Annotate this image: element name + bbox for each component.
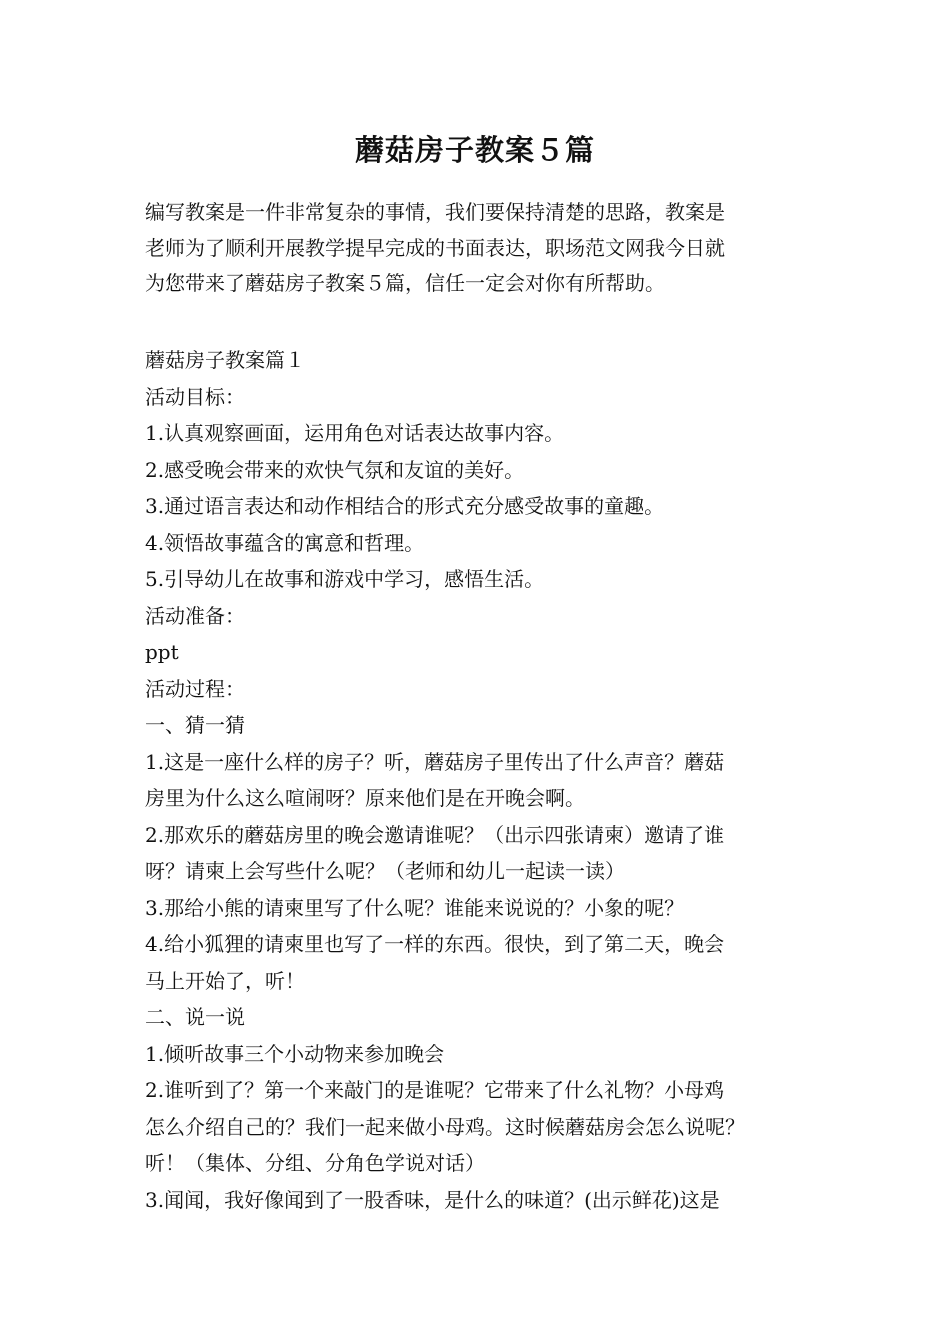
intro-line: 为您带来了蘑菇房子教案５篇，信任一定会对你有所帮助。 [145, 271, 665, 295]
subheading: 活动过程： [145, 676, 245, 701]
intro-line: 老师为了顺利开展教学提早完成的书面表达，职场范文网我今日就 [145, 235, 725, 260]
body-line: 1.认真观察画面，运用角色对话表达故事内容。 [145, 421, 565, 445]
body-line: ppt [145, 640, 179, 664]
body-line: 3.那给小熊的请柬里写了什么呢？谁能来说说的？小象的呢？ [145, 895, 685, 920]
body-line: 马上开始了，听！ [145, 968, 305, 993]
section-heading: 蘑菇房子教案篇１ [145, 348, 305, 372]
intro-line: 编写教案是一件非常复杂的事情，我们要保持清楚的思路，教案是 [145, 200, 725, 224]
subheading: 二、说一说 [145, 1005, 245, 1029]
body-line: 2.谁听到了？第一个来敲门的是谁呢？它带来了什么礼物？小母鸡 [145, 1078, 725, 1102]
body-line: 4.给小狐狸的请柬里也写了一样的东西。很快，到了第二天，晚会 [145, 932, 725, 956]
body-line: 3.通过语言表达和动作相结合的形式充分感受故事的童趣。 [145, 494, 665, 518]
body-line: 3.闻闻，我好像闻到了一股香味，是什么的味道？(出示鲜花)这是 [145, 1187, 720, 1212]
body-line: 5.引导幼儿在故事和游戏中学习，感悟生活。 [145, 567, 545, 591]
intro-paragraph [145, 195, 825, 302]
body-line: 怎么介绍自己的？我们一起来做小母鸡。这时候蘑菇房会怎么说呢？ [145, 1114, 745, 1139]
subheading: 一、猜一猜 [145, 713, 245, 737]
body-line: 房里为什么这么喧闹呀？原来他们是在开晚会啊。 [145, 786, 585, 810]
body-line: 2.感受晚会带来的欢快气氛和友谊的美好。 [145, 457, 525, 482]
body-line: 2.那欢乐的蘑菇房里的晚会邀请谁呢？（出示四张请柬）邀请了谁 [145, 822, 725, 847]
body-line: 1.倾听故事三个小动物来参加晚会 [145, 1041, 445, 1066]
body-line: 1.这是一座什么样的房子？听，蘑菇房子里传出了什么声音？蘑菇 [145, 749, 725, 774]
subheading: 活动准备： [145, 603, 245, 628]
body-line: 4.领悟故事蕴含的寓意和哲理。 [145, 530, 425, 555]
body-line: 呀？请柬上会写些什么呢？（老师和幼儿一起读一读） [145, 859, 625, 883]
body-line: 听！（集体、分组、分角色学说对话） [145, 1151, 485, 1175]
document-title: 蘑菇房子教案５篇 [354, 133, 595, 167]
subheading: 活动目标： [145, 384, 245, 409]
document-body [145, 342, 835, 1218]
